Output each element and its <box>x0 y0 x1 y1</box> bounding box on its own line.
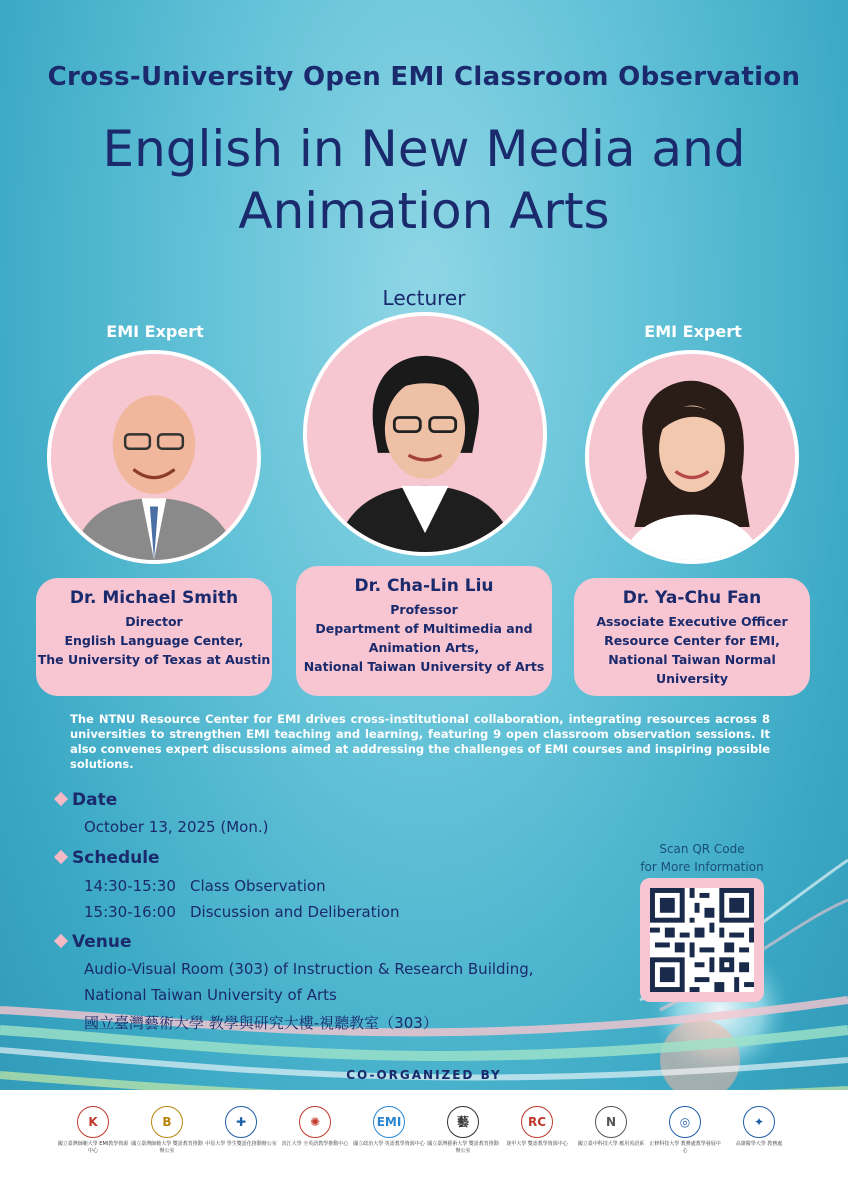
logo-caption: 中原大學 學生雙語化推動辦公室 <box>205 1141 277 1147</box>
speaker-2-department: Department of Multimedia and <box>315 621 533 636</box>
event-title <box>40 118 808 242</box>
venue-label: Venue <box>72 932 132 952</box>
person-icon <box>589 354 795 560</box>
schedule-activity-2: Discussion and Deliberation <box>190 903 400 921</box>
speaker-1-name: Dr. Michael Smith <box>69 588 239 608</box>
logo-caption: 國立政治大學 英語教學資源中心 <box>353 1141 425 1147</box>
diamond-icon <box>54 792 68 806</box>
speaker-1-card <box>36 578 272 696</box>
coorganizer-logo <box>722 1106 796 1155</box>
qr-caption-1: Scan QR Code <box>659 842 745 856</box>
schedule-label: Schedule <box>72 848 160 868</box>
speaker-2-photo <box>303 312 547 556</box>
qr-caption-2: for More Information <box>640 860 764 874</box>
logo-mark: ✚ <box>225 1106 257 1138</box>
speaker-3-card <box>574 578 810 696</box>
speaker-3-institution: National Taiwan Normal University <box>608 652 776 686</box>
speaker-3-role: EMI Expert <box>644 322 742 341</box>
qr-code-icon <box>650 888 754 992</box>
qr-frame <box>640 878 764 1002</box>
logo-mark: RC <box>521 1106 553 1138</box>
coorganizer-logo <box>56 1106 130 1155</box>
logo-mark: 藝 <box>447 1106 479 1138</box>
event-description: The NTNU Resource Center for EMI drives cross-institutional collaboration, integrating resources across 8 universities to strengthen EMI teaching and learning, featuring 9 open classroom observation sessions. It also convenes expert discussions aimed at addressing the challenges of EMI courses and inspiring possible solutions. <box>70 712 770 771</box>
coorganizer-logo <box>500 1106 574 1155</box>
coorganizer-logo <box>204 1106 278 1155</box>
speaker-2-name: Dr. Cha-Lin Liu <box>354 576 494 596</box>
logo-mark: ◎ <box>669 1106 701 1138</box>
date-heading <box>56 790 117 810</box>
speaker-3-affiliation: Resource Center for EMI, <box>604 633 780 648</box>
schedule-time-2: 15:30-16:00 <box>84 903 176 921</box>
venue-line-2: National Taiwan University of Arts <box>84 986 337 1004</box>
speaker-2-role: Lecturer <box>382 286 466 310</box>
date-value: October 13, 2025 (Mon.) <box>84 818 269 836</box>
speaker-1-institution: The University of Texas at Austin <box>37 652 271 667</box>
logo-caption: 正修科技大學 教務處教學發展中心 <box>649 1141 721 1154</box>
person-icon <box>51 354 257 560</box>
coorganizer-logo <box>574 1106 648 1155</box>
speaker-1-affiliation: English Language Center, <box>64 633 244 648</box>
coorganizer-logo <box>130 1106 204 1155</box>
event-title-line1: English in New Media and <box>102 120 746 178</box>
speaker-1-photo <box>47 350 261 564</box>
venue-heading <box>56 932 132 952</box>
qr-code[interactable] <box>650 888 754 992</box>
coorganized-label: CO-ORGANIZED BY <box>346 1068 502 1082</box>
coorganizer-logo <box>278 1106 352 1155</box>
coorganizer-logo <box>352 1106 426 1155</box>
event-title-line2: Animation Arts <box>238 182 610 240</box>
venue-line-1: Audio-Visual Room (303) of Instruction & Research Building, <box>84 960 534 978</box>
speaker-2-department-cont: Animation Arts, <box>368 640 480 655</box>
date-label: Date <box>72 790 118 810</box>
event-subtitle: Cross-University Open EMI Classroom Observation <box>47 62 801 92</box>
logo-caption: 高雄醫學大學 教務處 <box>735 1141 783 1147</box>
logo-mark: EMI <box>373 1106 405 1138</box>
coorganizer-logos <box>56 1106 796 1155</box>
logo-mark: ✺ <box>299 1106 331 1138</box>
coorganizer-logo <box>648 1106 722 1155</box>
logo-mark: ✦ <box>743 1106 775 1138</box>
venue-line-3: 國立臺灣藝術大學 教學與研究大樓-視聽教室（303） <box>84 1014 438 1032</box>
coorganizer-logo <box>426 1106 500 1155</box>
schedule-time-1: 14:30-15:30 <box>84 877 176 895</box>
speaker-2-card <box>296 566 552 696</box>
logo-caption: 國立臺灣師範大學 雙語教育推動辦公室 <box>131 1141 203 1154</box>
speaker-2-title: Professor <box>390 602 458 617</box>
logo-mark: N <box>595 1106 627 1138</box>
diamond-icon <box>54 850 68 864</box>
schedule-heading <box>56 848 160 868</box>
speaker-1-role: EMI Expert <box>106 322 204 341</box>
logo-caption: 逢甲大學 雙語教學資源中心 <box>506 1141 568 1147</box>
logo-mark: B <box>151 1106 183 1138</box>
speaker-1-title: Director <box>125 614 183 629</box>
diamond-icon <box>54 934 68 948</box>
schedule-activity-1: Class Observation <box>190 877 326 895</box>
speaker-3-title: Associate Executive Officer <box>596 614 788 629</box>
speaker-2-institution: National Taiwan University of Arts <box>303 659 545 674</box>
logo-caption: 國立臺灣藝術大學 雙語教育推動辦公室 <box>427 1141 499 1154</box>
logo-mark: K <box>77 1106 109 1138</box>
speaker-3-photo <box>585 350 799 564</box>
logo-caption: 國立臺灣師範大學 EMI教學資源中心 <box>57 1141 129 1154</box>
logo-caption: 淡江大學 全英語教學推動中心 <box>281 1141 349 1147</box>
person-icon <box>307 316 543 552</box>
logo-caption: 國立臺中科技大學 應用英語系 <box>577 1141 645 1147</box>
speaker-3-name: Dr. Ya-Chu Fan <box>622 588 762 608</box>
